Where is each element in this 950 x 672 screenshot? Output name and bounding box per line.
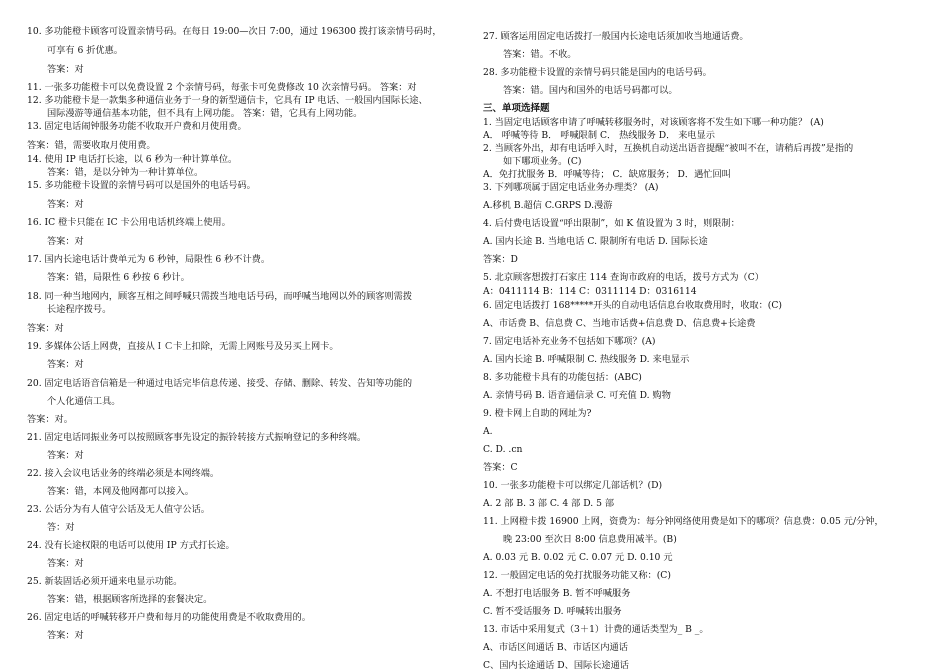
text-line: 答案：C [483, 462, 518, 473]
text-line: A. 亲情号码 B. 语音通信录 C. 可充值 D. 购物 [483, 390, 671, 401]
text-line: 21. 固定电话同振业务可以按照顾客事先设定的振铃转接方式振响登记的多种终端。 [27, 432, 367, 443]
text-line: 答案：错，需要收取月使用费。 [27, 140, 156, 151]
text-line: 长途程序拨号。 [47, 304, 112, 315]
text-line: 20. 固定电话语音信箱是一种通过电话完毕信息传递、接受、存储、删除、转发、告知等功能的 [27, 378, 413, 389]
text-line: 答案：对 [47, 64, 84, 75]
text-line: 22. 接入会议电话业务的终端必须是本网终端。 [27, 468, 220, 479]
text-line: 1. 当固定电话顾客申请了呼喊转移服务时，对该顾客将不发生如下哪一种功能？ (A) [483, 117, 824, 128]
text-line: 15. 多功能橙卡设置的亲情号码可以是国外的电话号码。 [27, 180, 256, 191]
text-line: 个人化通信工具。 [47, 396, 121, 407]
text-line: 晚 23:00 至次日 8:00 信息费用减半。(B) [503, 534, 677, 545]
text-line: 27. 顾客运用固定电话拨打一般国内长途电话须加收当地通话费。 [483, 31, 749, 42]
text-line: 可享有 6 折优惠。 [47, 45, 123, 56]
text-line: 12. 多功能橙卡是一款集多种通信业务于一身的新型通信卡，它具有 IP 电话、一般国内国际长途、 [27, 95, 428, 106]
text-line: 8. 多功能橙卡具有的功能包括：(ABC) [483, 372, 642, 383]
text-line: A. 0.03 元 B. 0.02 元 C. 0.07 元 D. 0.10 元 [483, 552, 673, 563]
text-line: 答案：错，根据顾客所选择的套餐决定。 [47, 594, 213, 605]
text-line: A. [483, 426, 493, 437]
text-line: 28. 多功能橙卡设置的亲情号码只能是国内的电话号码。 [483, 67, 712, 78]
text-line: 18. 同一种当地网内，顾客互相之间呼喊只需拨当地电话号码，而呼喊当地网以外的顾客则需拨 [27, 291, 413, 302]
text-line: A：0411114 B：114 C：0311114 D：0316114 [483, 286, 697, 297]
text-line: 9. 橙卡网上自助的网址为? [483, 408, 592, 419]
text-line: 答案：对 [47, 359, 84, 370]
text-line: 5. 北京顾客想拨打石家庄 114 查询市政府的电话，拨号方式为（C） [483, 272, 764, 283]
text-line: 12. 一般固定电话的免打扰服务功能又称：(C) [483, 570, 671, 581]
text-line: 10. 一张多功能橙卡可以绑定几部话机？(D) [483, 480, 663, 491]
text-line: 国际漫游等通信基本功能，但不具有上网功能。 答案：错，它具有上网功能。 [47, 108, 363, 119]
text-line: 17. 国内长途电话计费单元为 6 秒钟，局限性 6 秒不计费。 [27, 254, 271, 265]
text-line: 19. 多媒体公话上网费，直接从ＩＣ卡上扣除，无需上网账号及另买上网卡。 [27, 341, 339, 352]
text-line: C. D. .cn [483, 444, 523, 455]
section-heading: 三、单项选择题 [483, 103, 550, 114]
text-line: 6. 固定电话拨打 168*****开头的自动电话信息台收取费用时，收取：(C) [483, 300, 782, 311]
text-line: 10. 多功能橙卡顾客可设置亲情号码。在每日 19:00—次日 7:00，通过 196300 拨打该亲情号码时， [27, 26, 442, 37]
text-line: 答案：对 [47, 199, 84, 210]
text-line: 答案：对 [47, 450, 84, 461]
text-line: 14. 使用 IP 电话打长途，以 6 秒为一种计算单位。 [27, 154, 238, 165]
text-line: A. 国内长途 B. 当地电话 C. 限制所有电话 D. 国际长途 [483, 236, 708, 247]
text-line: 答案：对 [47, 630, 84, 641]
text-line: 答案：对 [47, 558, 84, 569]
text-line: 11. 上网橙卡拨 16900 上网，资费为：每分钟网络使用费是如下的哪项？信息费：0.05 元/分钟， [483, 516, 884, 527]
text-line: 答：对 [47, 522, 75, 533]
text-line: 如下哪项业务。(C) [503, 156, 582, 167]
text-line: A、市话区间通话 B、市话区内通话 [483, 642, 628, 653]
text-line: A、市话费 B、信息费 C、当地市话费+信息费 D、信息费+长途费 [483, 318, 756, 329]
text-line: 23. 公话分为有人值守公话及无人值守公话。 [27, 504, 210, 515]
text-line: 答案：对 [47, 236, 84, 247]
text-line: 2. 当顾客外出，却有电话呼入时，互换机自动送出语音提醒“被叫不在，请稍后再拨”是指的 [483, 143, 854, 154]
text-line: 答案：错。不收。 [503, 49, 577, 60]
text-line: 13. 市话中采用复式（3＋1）计费的通话类型为_ B _。 [483, 624, 709, 635]
text-line: 答案：错，本网及他网都可以接入。 [47, 486, 194, 497]
text-line: 答案：对 [27, 323, 64, 334]
text-line: 答案：错，局限性 6 秒按 6 秒计。 [47, 272, 190, 283]
text-line: 13. 固定电话闹钟服务功能不收取开户费和月使用费。 [27, 121, 247, 132]
text-line: 16. IC 橙卡只能在 IC 卡公用电话机终端上使用。 [27, 217, 231, 228]
text-line: A． 呼喊等待 B． 呼喊限制 C． 热线服务 D． 来电显示 [483, 130, 715, 141]
text-line: 答案：错。国内和国外的电话号码都可以。 [503, 85, 678, 96]
text-line: A.移机 B.超信 C.GRPS D.漫游 [483, 200, 613, 211]
text-line: 7. 固定电话补充业务不包括如下哪项？(A) [483, 336, 656, 347]
text-line: 答案：D [483, 254, 518, 265]
text-line: A. 2 部 B. 3 部 C. 4 部 D. 5 部 [483, 498, 615, 509]
text-line: 25. 新装固话必须开通来电显示功能。 [27, 576, 183, 587]
text-line: C、国内长途通话 D、国际长途通话 [483, 660, 629, 671]
text-line: 24. 没有长途权限的电话可以使用 IP 方式打长途。 [27, 540, 235, 551]
text-line: A. 国内长途 B. 呼喊限制 C. 热线服务 D. 来电显示 [483, 354, 690, 365]
text-line: 26. 固定电话的呼喊转移开户费和每月的功能使用费是不收取费用的。 [27, 612, 311, 623]
text-line: 答案：对。 [27, 414, 73, 425]
text-line: C. 暂不受话服务 D. 呼喊转出服务 [483, 606, 622, 617]
text-line: 11. 一张多功能橙卡可以免费设置 2 个亲情号码，每张卡可免费修改 10 次亲情号码。 答案：对 [27, 82, 417, 93]
text-line: A．免打扰服务 B．呼喊等待； C．缺席服务； D．遇忙回叫 [483, 169, 731, 180]
text-line: A. 不想打电话服务 B. 暂不呼喊服务 [483, 588, 631, 599]
text-line: 3. 下列哪项属于固定电话业务办理类？ (A) [483, 182, 659, 193]
text-line: 4. 后付费电话设置“呼出限制”，如 K 值设置为 3 时，则限制： [483, 218, 740, 229]
text-line: 答案：错，是以分钟为一种计算单位。 [47, 167, 204, 178]
